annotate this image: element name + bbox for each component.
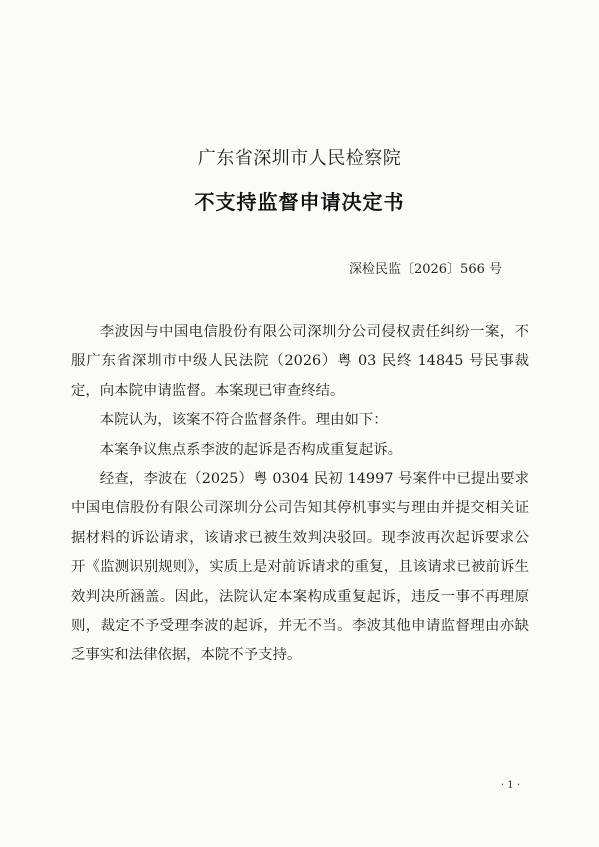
document-title: 不支持监督申请决定书 xyxy=(194,190,405,214)
paragraph-findings: 经查，李波在（2025）粤 0304 民初 14997 号案件中已提出要求中国电信股份有限公司深圳分公司告知其停机事实与理由并提交相关证据材料的诉讼请求，该请求已被生效判决驳回。现李波再次起诉要求公开《监测识别规则》，实质上是对前诉请求的重复，且该请求已被前诉生效判决所涵盖。因此，法院认定本案构成重复起诉，违反一事不再理原则，裁定不予受理李波的起诉，并无不当。李波其他申请监督理由亦缺乏事实和法律依据，本院不予支持。 xyxy=(71,471,529,664)
paragraph-case-summary: 李波因与中国电信股份有限公司深圳分公司侵权责任纠纷一案，不服广东省深圳市中级人民法院（2026）粤 03 民终 14845 号民事裁定，向本院申请监督。本案现已审查终结。 xyxy=(71,324,529,399)
document-body xyxy=(71,318,529,671)
paragraph-court-opinion: 本院认为，该案不符合监督条件。理由如下： xyxy=(99,412,388,429)
page-number: · 1 · xyxy=(500,780,520,791)
paragraph-dispute-focus: 本案争议焦点系李波的起诉是否构成重复起诉。 xyxy=(99,441,403,458)
document-number: 深检民监〔2026〕566 号 xyxy=(348,262,502,277)
organization-name: 广东省深圳市人民检察院 xyxy=(197,148,402,169)
